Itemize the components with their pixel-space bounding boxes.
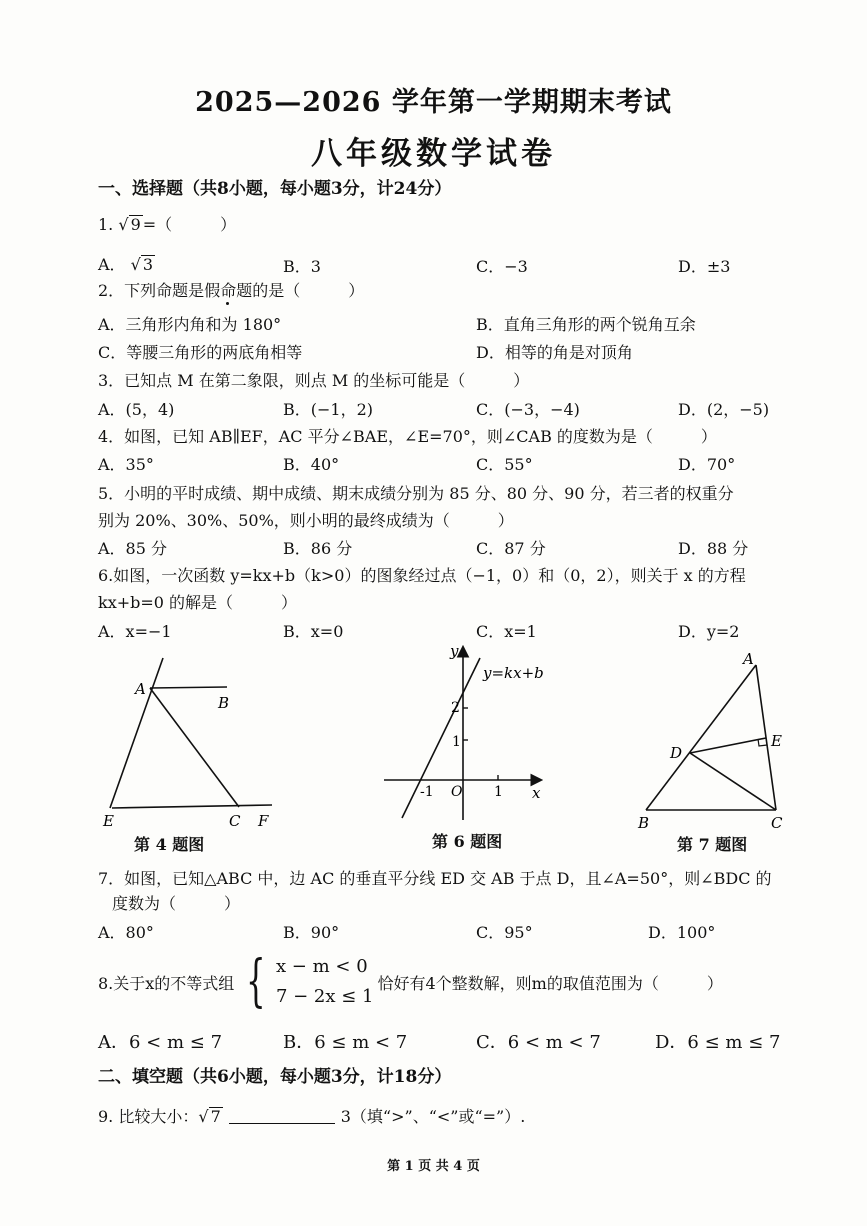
fig4-line-ab — [150, 687, 227, 688]
fig7-label-c: C — [771, 814, 783, 832]
q1-option-b: B．3 — [283, 257, 321, 276]
q2-option-c: C．等腰三角形的两底角相等 — [98, 343, 303, 362]
q2-option-d: D．相等的角是对顶角 — [476, 343, 633, 362]
q8-inequality-2: 7 − 2x ≤ 1 — [275, 986, 374, 1007]
q1-option-a-sqrt: √ 3 — [130, 255, 154, 274]
fig6-function-line — [402, 658, 480, 818]
fig4-line-ef — [112, 805, 272, 808]
q8-stem — [98, 949, 723, 1014]
q8-inequality-system — [276, 952, 374, 1012]
fig4-label-c: C — [229, 812, 241, 830]
q1-sqrt: √ 9 — [118, 215, 141, 234]
q6-option-b: B．x=0 — [283, 622, 344, 641]
q3-option-b: B．(−1，2) — [283, 400, 374, 419]
fig4-label-f: F — [258, 812, 269, 830]
fig7-label-b: B — [638, 814, 650, 832]
q5-option-b: B．86 分 — [283, 539, 353, 558]
fig6-label-2: 2 — [451, 700, 460, 716]
fig6-label-1x: 1 — [494, 784, 503, 800]
exam-title: 2025—2026 学年第一学期期末考试 — [195, 87, 672, 118]
fig6-label-origin: O — [451, 784, 463, 800]
page-footer: 第 1 页 共 4 页 — [387, 1159, 480, 1174]
q2-emphasis: 假命题 — [204, 281, 253, 300]
q7-stem-line1: 7．如图，已知△ABC 中，边 AC 的垂直平分线 ED 交 AB 于点 D，且∠A=50°，则∠BDC 的 — [98, 869, 772, 888]
figure-7 — [630, 650, 800, 840]
q4-option-c: C．55° — [476, 455, 533, 474]
q9-answer-blank[interactable] — [229, 1123, 335, 1124]
q9-radicand: 7 — [210, 1107, 221, 1126]
fig7-caption: 第 7 题图 — [677, 835, 748, 854]
q7-option-b: B．90° — [283, 923, 340, 942]
fig7-label-d: D — [670, 744, 683, 762]
fig4-label-a: A — [135, 680, 146, 698]
q4-stem: 4．如图，已知 AB∥EF，AC 平分∠BAE，∠E=70°，则∠CAB 的度数为是（ ） — [98, 427, 717, 446]
q6-option-a: A．x=−1 — [98, 622, 172, 641]
q1-option-a-label: A． — [98, 255, 126, 274]
q1-option-a-radicand: 3 — [142, 255, 154, 274]
q1-option-a — [98, 252, 155, 275]
q3-option-d: D．(2，−5) — [678, 400, 770, 419]
q5-option-a: A．85 分 — [98, 539, 168, 558]
q5-stem-line1: 5．小明的平时成绩、期中成绩、期末成绩分别为 85 分、80 分、90 分，若三者的权重分 — [98, 484, 734, 503]
q4-option-d: D．70° — [678, 455, 736, 474]
q2-post: 的是（ ） — [252, 281, 365, 300]
fig4-caption: 第 4 题图 — [134, 835, 205, 854]
q5-option-c: C．87 分 — [476, 539, 546, 558]
q1-suffix: =（ ） — [142, 215, 237, 234]
q2-option-a: A．三角形内角和为 180° — [98, 315, 282, 334]
fig7-side-ab — [646, 665, 756, 810]
q6-stem-line1: 6.如图，一次函数 y=kx+b（k>0）的图象经过点（−1，0）和（0，2），则关于 x 的方程 — [98, 566, 746, 585]
fig7-segment-de — [690, 738, 766, 753]
figure-4 — [95, 650, 295, 840]
q9-prefix: 9. 比较大小： — [98, 1107, 199, 1126]
q8-brace: { — [246, 949, 266, 1014]
q3-stem: 3．已知点 M 在第二象限，则点 M 的坐标可能是（ ） — [98, 371, 530, 390]
q1-option-d: D．±3 — [678, 257, 731, 276]
q9-sqrt: √ 7 — [198, 1107, 221, 1126]
q6-option-d: D．y=2 — [678, 622, 740, 641]
q7-stem-line2: 度数为（ ） — [112, 894, 241, 913]
q9-stem — [98, 1104, 525, 1127]
q6-stem-line2: kx+b=0 的解是（ ） — [98, 593, 298, 612]
exam-subtitle: 八年级数学试卷 — [311, 136, 556, 172]
q2-option-b: B．直角三角形的两个锐角互余 — [476, 315, 696, 334]
fig7-label-a: A — [743, 650, 754, 668]
q8-post: 恰好有4个整数解，则m的取值范围为（ ） — [377, 973, 723, 993]
q1-option-c: C．−3 — [476, 257, 528, 276]
section2-title: 二、填空题（共6小题，每小题3分，计18分） — [98, 1067, 452, 1087]
q8-pre: 8.关于x的不等式组 — [98, 973, 235, 993]
q9-post: 3（填“>”、“<”或“=”）. — [340, 1107, 526, 1126]
q2-pre: 2．下列命题是 — [98, 281, 205, 300]
q5-option-d: D．88 分 — [678, 539, 749, 558]
fig4-label-b: B — [218, 694, 230, 712]
q1-radicand: 9 — [130, 215, 141, 234]
figure-6 — [380, 640, 550, 830]
q4-option-b: B．40° — [283, 455, 340, 474]
fig6-label-neg1: -1 — [420, 784, 434, 800]
q2-stem — [98, 278, 364, 301]
fig6-label-1y: 1 — [452, 734, 461, 750]
fig7-segment-dc — [690, 753, 776, 810]
q1-prefix: 1. — [98, 215, 114, 234]
q8-option-b: B．6 ≤ m < 7 — [283, 1032, 408, 1053]
q3-option-c: C．(−3，−4) — [476, 400, 580, 419]
q8-option-c: C．6 < m < 7 — [476, 1032, 601, 1053]
q8-option-d: D．6 ≤ m ≤ 7 — [655, 1032, 781, 1053]
q1-stem — [98, 212, 236, 235]
fig7-label-e: E — [771, 732, 782, 750]
fig4-label-e: E — [103, 812, 114, 830]
q5-stem-line2: 别为 20%、30%、50%，则小明的最终成绩为（ ） — [98, 511, 514, 530]
q3-option-a: A．(5，4) — [98, 400, 175, 419]
q8-inequality-1: x − m < 0 — [275, 956, 368, 977]
q8-option-a: A．6 < m ≤ 7 — [98, 1032, 223, 1053]
fig6-caption: 第 6 题图 — [432, 832, 503, 851]
q7-option-d: D．100° — [648, 923, 716, 942]
q6-option-c: C．x=1 — [476, 622, 537, 641]
fig6-label-x: x — [532, 784, 541, 802]
q7-option-c: C．95° — [476, 923, 533, 942]
q7-option-a: A．80° — [98, 923, 154, 942]
fig6-label-fn: y=kx+b — [483, 664, 544, 682]
section1-title: 一、选择题（共8小题，每小题3分，计24分） — [98, 179, 452, 199]
q4-option-a: A．35° — [98, 455, 154, 474]
fig6-label-y: y — [450, 642, 459, 660]
